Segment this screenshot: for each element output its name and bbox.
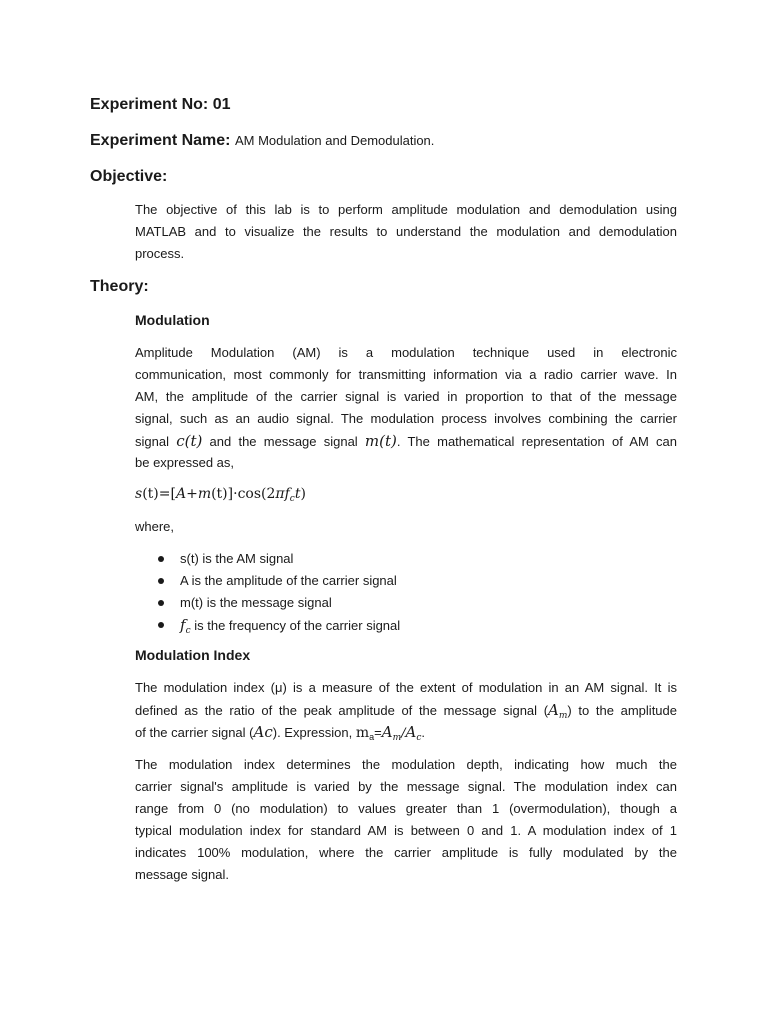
list-item: A is the amplitude of the carrier signal <box>135 570 400 592</box>
modulation-paragraph <box>135 342 677 474</box>
modulation-line: signal c(t) and the message signal m(t). The mathematical representation of AM can <box>135 432 677 450</box>
modulation-index-line: The modulation index determines the modulation depth, indicating how much the <box>135 757 677 772</box>
modulation-line: be expressed as, <box>135 455 235 470</box>
modulation-heading: Modulation <box>135 312 210 328</box>
experiment-name-value: AM Modulation and Demodulation. <box>234 133 435 148</box>
modulation-line: communication, most commonly for transmitting information via a radio carrier wave. In <box>135 367 677 382</box>
modulation-index-line: of the carrier signal (Ac). Expression, $m_a=A_m/A_c$. <box>135 723 426 743</box>
signal-definitions-list <box>135 548 400 636</box>
experiment-name <box>90 131 434 151</box>
carrier-signal-symbol: c(t) <box>176 432 203 450</box>
modulation-index-heading: Modulation Index <box>135 647 251 663</box>
experiment-name-label: Experiment Name: <box>90 132 231 149</box>
theory-heading: Theory: <box>90 278 149 295</box>
experiment-number: Experiment No: 01 <box>90 96 231 113</box>
modulation-index-line: defined as the ratio of the peak amplitude of the message signal $(A_m)$ to the amplitude <box>135 701 677 721</box>
list-item: m(t) is the message signal <box>135 592 400 614</box>
modulation-index-paragraph-1 <box>135 677 677 743</box>
message-signal-symbol: m(t) <box>364 432 397 450</box>
am-formula: $s(t)=[A+m(t)]\cdot\cos(2\pi f_ct)$ <box>135 486 306 504</box>
bullet-icon <box>158 600 164 606</box>
list-item: s(t) is the AM signal <box>135 548 400 570</box>
bullet-icon <box>158 622 164 628</box>
modulation-line: signal, such as an audio signal. The modulation process involves combining the carrier <box>135 411 677 426</box>
objective-heading: Objective: <box>90 168 168 185</box>
objective-line: The objective of this lab is to perform amplitude modulation and demodulation using <box>135 202 677 217</box>
modulation-index-paragraph-2 <box>135 754 677 886</box>
modulation-index-line: The modulation index (μ) is a measure of the extent of modulation in an AM signal. It is <box>135 680 677 695</box>
objective-paragraph <box>135 199 677 265</box>
objective-line: process. <box>135 246 185 261</box>
list-item: $f_c$ is the frequency of the carrier signal <box>135 614 400 636</box>
modulation-index-line: message signal. <box>135 867 229 882</box>
bullet-icon <box>158 556 164 562</box>
modulation-index-line: range from 0 (no modulation) to values greater than 1 (overmodulation), though a <box>135 801 677 816</box>
objective-line: MATLAB and to visualize the results to understand the modulation and demodulation <box>135 224 677 239</box>
where-text: where, <box>135 519 175 534</box>
modulation-index-line: indicates 100% modulation, where the carrier amplitude is fully modulated by the <box>135 845 677 860</box>
bullet-icon <box>158 578 164 584</box>
modulation-index-line: carrier signal's amplitude is varied by the message signal. The modulation index can <box>135 779 677 794</box>
modulation-index-line: typical modulation index for standard AM is between 0 and 1. A modulation index of 1 <box>135 823 677 838</box>
modulation-line: Amplitude Modulation (AM) is a modulation technique used in electronic <box>135 345 677 360</box>
modulation-line: AM, the amplitude of the carrier signal is varied in proportion to that of the message <box>135 389 677 404</box>
